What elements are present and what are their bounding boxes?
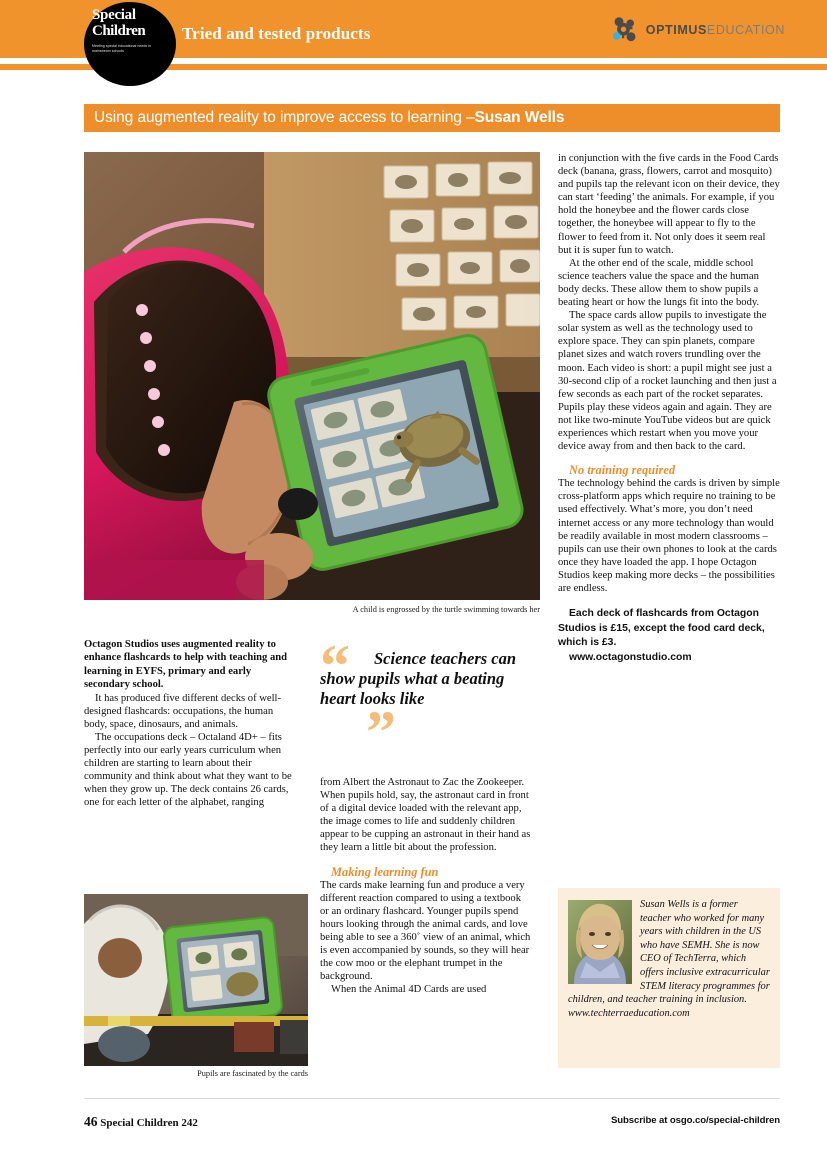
right-paragraph-2: At the other end of the scale, middle school science teachers value the space and the human body decks. These allow them to show pupils a beating heart or how the lungs fit into the body. — [558, 257, 760, 309]
middle-continued-paragraph: from Albert the Astronaut to Zac the Zookeeper. When pupils hold, say, the astronaut card in front of a digital device loaded with the relevant app, the image comes to life and suddenly children appear to be cupping an astronaut in their hand as they learn a little bit about the profession. — [320, 777, 531, 854]
pull-quote-text: Science teachers can show pupils what a beating heart looks like — [320, 649, 517, 708]
article-author: Susan Wells — [474, 109, 565, 126]
masthead-line2: Children — [92, 23, 146, 39]
lower-photo — [84, 894, 308, 1066]
lead-paragraph: Octagon Studios uses augmented reality to enhance flashcards to help with teaching and learning in EYFS, primary and early secondary school. — [84, 639, 288, 691]
quote-close-icon: ” — [366, 699, 396, 765]
author-avatar — [568, 900, 632, 984]
optimus-wordmark — [646, 23, 785, 37]
author-avatar-image — [568, 900, 632, 984]
article-title-bar — [84, 104, 780, 132]
main-photo-caption: A child is engrossed by the turtle swimming towards her — [352, 605, 540, 614]
author-bio-text: Susan Wells is a former teacher who worked for many years with children in the US who have SEMH. She is now CEO of TechTerra, which offers inclusive extracurricular STEM literacy programmes for children, and teacher training in inclusion. — [568, 899, 770, 1006]
lower-photo-image — [84, 894, 308, 1066]
octagon-studio-url[interactable]: www.octagonstudio.com — [569, 651, 692, 663]
right-paragraph-4: The technology behind the cards is driven by simple cross-platform apps which require no training to be used effectively. What’s more, you don’t need internet access or any more technology than would be readily available in most modern classrooms – pupils can use their own phones to look at the cards once they have loaded the app. I hope Octagon Studios keep making more decks – the possibilities are endless. — [558, 478, 780, 594]
header-strapline: Tried and tested products — [182, 24, 371, 43]
subhead-making-learning-fun: Making learning fun — [331, 864, 439, 879]
lower-photo-caption: Pupils are fascinated by the cards — [197, 1069, 308, 1078]
masthead-line1: Special — [92, 7, 136, 23]
author-bio-box — [558, 888, 780, 1068]
footer-left — [84, 1114, 198, 1130]
publication-name: Special Children 242 — [100, 1117, 198, 1129]
subhead-no-training-required: No training required — [569, 463, 676, 478]
optimus-brand-bold: OPTIMUS — [645, 23, 707, 37]
middle-paragraph-1: The cards make learning fun and produce a very different reaction compared to using a textbook or an ordinary flashcard. Younger pupils spend hours looking through the animal cards, and love being able to see a 360˚ view of an animal, which is even accompanied by sounds, so they will hear the cow moo or the elephant trumpet in the background. — [320, 879, 531, 983]
author-bio-url[interactable]: www.techterraeducation.com — [568, 1007, 690, 1019]
left-paragraph-2: The occupations deck – Octaland 4D+ – fits perfectly into our early years curriculum when children are starting to learn about their community and think about what they want to be when they grow up. The deck contains 26 cards, one for each letter of the alphabet, ranging — [84, 731, 292, 809]
optimus-education-logo — [610, 15, 785, 45]
masthead-logo — [92, 8, 170, 54]
main-photo-image — [84, 152, 540, 600]
page-number: 46 — [84, 1114, 98, 1129]
middle-paragraph-2: When the Animal 4D Cards are used — [331, 984, 487, 996]
quote-open-icon: “ — [320, 633, 350, 699]
right-column — [558, 152, 780, 665]
footer-divider — [84, 1098, 780, 1099]
optimus-brand-light: EDUCATION — [706, 23, 785, 37]
price-note: Each deck of flashcards from Octagon Studios is £15, except the food card deck, which is £3. — [558, 608, 765, 649]
left-paragraph-1: It has produced five different decks of well-designed flashcards: occupations, the human body, space, dinosaurs, and animals. — [84, 692, 282, 730]
page-title: Using augmented reality to improve access to learning – — [94, 109, 475, 126]
right-paragraph-1: in conjunction with the five cards in the Food Cards deck (banana, grass, flowers, carrot and mosquito) and pupils tap the relevant icon on their device, they can start ‘feeding’ the animals. For example, if you hold the honeybee and the flower cards close together, the honeybee will appear to fly to the flower to feed from it. Not only does it seem real but it is super fun to watch. — [558, 153, 780, 256]
optimus-mark-icon — [610, 15, 640, 45]
left-column — [84, 638, 296, 809]
main-photo — [84, 152, 540, 600]
middle-column — [320, 776, 532, 997]
masthead-tagline: Meeting special educational needs in mainstream schools — [92, 44, 151, 54]
pull-quote — [320, 633, 532, 765]
subscribe-link[interactable]: Subscribe at osgo.co/special-children — [610, 1115, 780, 1126]
right-paragraph-3: The space cards allow pupils to investigate the solar system as well as the technology used to explore space. They can spin planets, compare planet sizes and watch rovers trundling over the moon. Each video is short: a pupil might see just a 30-second clip of a rocket launching and then just a few seconds as each part of the rocket separates. Pupils play these videos again and again. They are not like two-minute YouTube videos but are quick experiences which restart when you move your device away from and then back to the card. — [558, 310, 777, 453]
